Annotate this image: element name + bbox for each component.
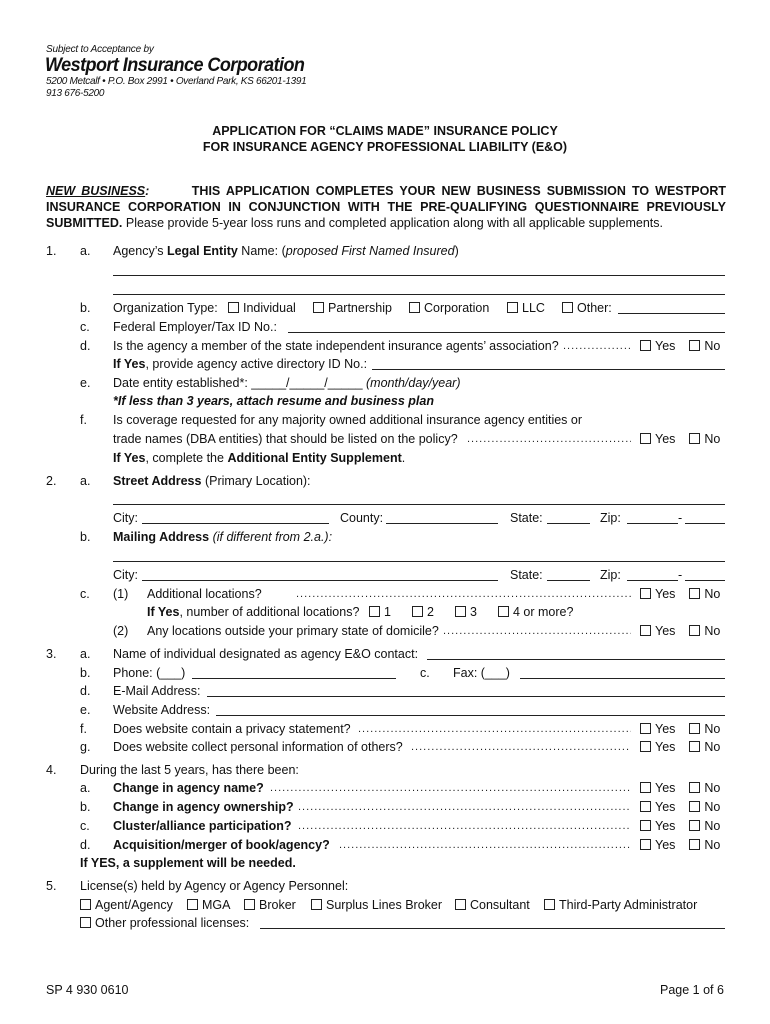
- mailing-zip4-line[interactable]: [685, 580, 725, 581]
- license-third-party-administrator[interactable]: Third-Party Administrator: [544, 898, 697, 912]
- q3g-letter: g.: [80, 740, 91, 754]
- eo-contact-label: Name of individual designated as agency E&O contact:: [113, 647, 419, 661]
- checkbox-icon[interactable]: [313, 302, 324, 313]
- leader-dots: [339, 839, 631, 851]
- checkbox-icon[interactable]: [80, 917, 91, 928]
- q3d-letter: d.: [80, 684, 91, 698]
- email-line[interactable]: [207, 696, 725, 697]
- new-business-heading: NEW BUSINESS: [46, 184, 146, 198]
- change-ownership-question: Change in agency ownership?: [113, 800, 294, 814]
- q2b-letter: b.: [80, 530, 91, 544]
- street-state-line[interactable]: [547, 523, 590, 524]
- yes-checkbox-icon[interactable]: [640, 801, 651, 812]
- yes-checkbox-icon[interactable]: [640, 625, 651, 636]
- checkbox-icon[interactable]: [311, 899, 322, 910]
- intro-text: Please provide 5-year loss runs and completed application along with all applicable supplements.: [122, 216, 663, 230]
- additional-entity-yes-no[interactable]: Yes No: [640, 432, 720, 446]
- change-name-yes-no[interactable]: Yes No: [640, 781, 720, 795]
- phone-line[interactable]: [192, 678, 396, 679]
- additional-locations-yes-no[interactable]: Yes No: [640, 587, 720, 601]
- tax-id-line[interactable]: [288, 332, 725, 333]
- number-locations-label: If Yes, number of additional locations?: [147, 605, 360, 619]
- checkbox-icon[interactable]: [80, 899, 91, 910]
- fax-label: Fax: (___): [453, 666, 510, 680]
- q1a-letter: a.: [80, 244, 91, 258]
- outside-state-question: Any locations outside your primary state of domicile?: [147, 624, 439, 638]
- leader-dots: [270, 782, 631, 794]
- no-checkbox-icon[interactable]: [689, 340, 700, 351]
- q4-intro: During the last 5 years, has there been:: [80, 763, 299, 777]
- yes-checkbox-icon[interactable]: [640, 839, 651, 850]
- intro-bold-text: THIS APPLICATION COMPLETES YOUR NEW BUSINESS SUBMISSION TO WESTPORT INSURANCE CORPORATION IN CONJUNCTION WITH THE PRE-QUALIFYING QUESTIONNAIRE PREVIOUSLY SUBMITTED.: [46, 184, 726, 230]
- locations-option-3[interactable]: 3: [455, 605, 477, 619]
- q1e-letter: e.: [80, 376, 91, 390]
- mailing-city-label: City:: [113, 568, 138, 582]
- street-city-line[interactable]: [142, 523, 329, 524]
- yes-checkbox-icon[interactable]: [640, 340, 651, 351]
- q4c-letter: c.: [80, 819, 90, 833]
- checkbox-icon[interactable]: [562, 302, 573, 313]
- street-state-label: State:: [510, 511, 543, 525]
- q2a-letter: a.: [80, 474, 91, 488]
- form-title-line2: FOR INSURANCE AGENCY PROFESSIONAL LIABILITY (E&O): [202, 140, 568, 154]
- locations-option-1[interactable]: 1: [369, 605, 391, 619]
- q4b-letter: b.: [80, 800, 91, 814]
- cluster-question: Cluster/alliance participation?: [113, 819, 292, 833]
- other-licenses-line[interactable]: [260, 928, 725, 929]
- privacy-statement-question: Does website contain a privacy statement?: [113, 722, 351, 736]
- q3f-letter: f.: [80, 722, 87, 736]
- checkbox-icon[interactable]: [244, 899, 255, 910]
- no-checkbox-icon[interactable]: [689, 820, 700, 831]
- no-checkbox-icon[interactable]: [689, 782, 700, 793]
- q4a-letter: a.: [80, 781, 91, 795]
- q3e-letter: e.: [80, 703, 91, 717]
- q4-number: 4.: [46, 763, 57, 777]
- website-line[interactable]: [216, 715, 725, 716]
- phone-label: Phone: (___): [113, 666, 186, 680]
- mailing-zip-label: Zip:: [600, 568, 621, 582]
- no-checkbox-icon[interactable]: [689, 625, 700, 636]
- q1-number: 1.: [46, 244, 57, 258]
- mailing-state-label: State:: [510, 568, 543, 582]
- street-zip-line[interactable]: [627, 523, 678, 524]
- leader-dots: [411, 741, 631, 753]
- org-type-corporation[interactable]: Corporation: [409, 301, 489, 315]
- page-number: Page 1 of 6: [660, 983, 724, 997]
- org-type-other-line[interactable]: [618, 313, 725, 314]
- no-checkbox-icon[interactable]: [689, 723, 700, 734]
- directory-id-label: If Yes, provide agency active directory ID No.:: [113, 357, 368, 371]
- checkbox-icon[interactable]: [187, 899, 198, 910]
- license-agent-agency[interactable]: Agent/Agency: [80, 898, 173, 912]
- mailing-zip-line[interactable]: [627, 580, 678, 581]
- q1f-letter: f.: [80, 413, 87, 427]
- legal-entity-name-line2[interactable]: [113, 294, 725, 295]
- checkbox-icon[interactable]: [369, 606, 380, 617]
- street-zip4-line[interactable]: [685, 523, 725, 524]
- change-ownership-yes-no[interactable]: Yes No: [640, 800, 720, 814]
- street-zip-dash: -: [678, 511, 683, 525]
- checkbox-icon[interactable]: [544, 899, 555, 910]
- no-checkbox-icon[interactable]: [689, 741, 700, 752]
- leader-dots: [298, 820, 631, 832]
- company-logo: Westport Insurance Corporation: [45, 55, 305, 76]
- fax-line[interactable]: [520, 678, 725, 679]
- additional-entity-question-line2: trade names (DBA entities) that should be listed on the policy?: [113, 432, 458, 446]
- association-yes-no[interactable]: Yes No: [640, 339, 720, 353]
- company-phone: 913 676-5200: [46, 88, 105, 99]
- license-surplus-lines-broker[interactable]: Surplus Lines Broker: [311, 898, 442, 912]
- q1b-letter: b.: [80, 301, 91, 315]
- subject-to-acceptance: Subject to Acceptance by: [46, 44, 154, 55]
- q1a-label: Agency’s Legal Entity Name: (proposed First Named Insured): [113, 244, 459, 258]
- privacy-statement-yes-no[interactable]: Yes No: [640, 722, 720, 736]
- checkbox-icon[interactable]: [228, 302, 239, 313]
- additional-entity-supplement-note: If Yes, complete the Additional Entity Supplement.: [113, 451, 406, 465]
- locations-option-2[interactable]: 2: [412, 605, 434, 619]
- checkbox-icon[interactable]: [409, 302, 420, 313]
- leader-dots: [296, 588, 631, 600]
- licenses-intro: License(s) held by Agency or Agency Personnel:: [80, 879, 349, 893]
- q3b-letter: b.: [80, 666, 91, 680]
- yes-checkbox-icon[interactable]: [640, 782, 651, 793]
- org-type-other[interactable]: Other:: [562, 301, 612, 315]
- form-number: SP 4 930 0610: [46, 983, 129, 997]
- street-zip-label: Zip:: [600, 511, 621, 525]
- leader-dots: [467, 433, 631, 445]
- yes-checkbox-icon[interactable]: [640, 433, 651, 444]
- leader-dots: [298, 801, 631, 813]
- no-checkbox-icon[interactable]: [689, 801, 700, 812]
- org-type-llc[interactable]: LLC: [507, 301, 545, 315]
- company-address: 5200 Metcalf • P.O. Box 2991 • Overland Park, KS 66201-1391: [46, 76, 307, 87]
- street-county-label: County:: [340, 511, 384, 525]
- additional-locations-question: Additional locations?: [147, 587, 262, 601]
- acquisition-question: Acquisition/merger of book/agency?: [113, 838, 330, 852]
- mailing-state-line[interactable]: [547, 580, 590, 581]
- q2c2-number: (2): [113, 624, 129, 638]
- q2c1-number: (1): [113, 587, 129, 601]
- q5-number: 5.: [46, 879, 57, 893]
- acquisition-yes-no[interactable]: Yes No: [640, 838, 720, 852]
- q3a-letter: a.: [80, 647, 91, 661]
- website-label: Website Address:: [113, 703, 211, 717]
- checkbox-icon[interactable]: [412, 606, 423, 617]
- q1d-letter: d.: [80, 339, 91, 353]
- org-type-individual[interactable]: Individual: [228, 301, 296, 315]
- form-title-line1: APPLICATION FOR “CLAIMS MADE” INSURANCE POLICY: [212, 124, 558, 138]
- personal-info-question: Does website collect personal information of others?: [113, 740, 403, 754]
- org-type-partnership[interactable]: Partnership: [313, 301, 392, 315]
- org-type-label: Organization Type:: [113, 301, 218, 315]
- checkbox-icon[interactable]: [507, 302, 518, 313]
- yes-checkbox-icon[interactable]: [640, 820, 651, 831]
- yes-checkbox-icon[interactable]: [640, 741, 651, 752]
- checkbox-icon[interactable]: [498, 606, 509, 617]
- license-other[interactable]: Other professional licenses:: [80, 916, 249, 930]
- outside-state-yes-no[interactable]: Yes No: [640, 624, 720, 638]
- eo-contact-line[interactable]: [427, 659, 725, 660]
- intro-paragraph: NEW BUSINESS: THIS APPLICATION COMPLETES YOUR NEW BUSINESS SUBMISSION TO WESTPORT INSURANCE CORPORATION IN CONJUNCTION WITH THE PRE-QUALIFYING QUESTIONNAIRE PREVIOUSLY SUBMITTED. Please provide 5-year loss runs and completed application along with all applicable supplements.: [46, 184, 726, 230]
- q1c-letter: c.: [80, 320, 90, 334]
- cluster-yes-no[interactable]: Yes No: [640, 819, 720, 833]
- mailing-city-line[interactable]: [142, 580, 498, 581]
- legal-entity-name-line1[interactable]: [113, 275, 725, 276]
- yes-checkbox-icon[interactable]: [640, 723, 651, 734]
- license-mga[interactable]: MGA: [187, 898, 230, 912]
- q3-number: 3.: [46, 647, 57, 661]
- street-county-line[interactable]: [386, 523, 498, 524]
- yes-checkbox-icon[interactable]: [640, 588, 651, 599]
- email-label: E-Mail Address:: [113, 684, 201, 698]
- checkbox-icon[interactable]: [455, 606, 466, 617]
- q2-number: 2.: [46, 474, 57, 488]
- leader-dots: [443, 625, 631, 637]
- change-name-question: Change in agency name?: [113, 781, 264, 795]
- street-city-label: City:: [113, 511, 138, 525]
- leader-dots: [358, 723, 631, 735]
- association-question: Is the agency a member of the state independent insurance agents’ association?: [113, 339, 559, 353]
- leader-dots: [563, 340, 631, 352]
- license-broker[interactable]: Broker: [244, 898, 296, 912]
- date-established-note: *If less than 3 years, attach resume and business plan: [113, 394, 434, 408]
- no-checkbox-icon[interactable]: [689, 588, 700, 599]
- additional-entity-question-line1: Is coverage requested for any majority owned additional insurance agency entities or: [113, 413, 583, 427]
- q4d-letter: d.: [80, 838, 91, 852]
- date-established-label: Date entity established*: _____/_____/_____ (month/day/year): [113, 376, 461, 390]
- mailing-address-line[interactable]: [113, 561, 725, 562]
- license-consultant[interactable]: Consultant: [455, 898, 530, 912]
- street-address-line[interactable]: [113, 504, 725, 505]
- mailing-zip-dash: -: [678, 568, 683, 582]
- no-checkbox-icon[interactable]: [689, 433, 700, 444]
- tax-id-label: Federal Employer/Tax ID No.:: [113, 320, 277, 334]
- locations-option-4-or-more[interactable]: 4 or more?: [498, 605, 573, 619]
- supplement-note: If YES, a supplement will be needed.: [80, 856, 296, 870]
- no-checkbox-icon[interactable]: [689, 839, 700, 850]
- street-address-label: Street Address (Primary Location):: [113, 474, 311, 488]
- directory-id-line[interactable]: [372, 369, 725, 370]
- mailing-address-label: Mailing Address (if different from 2.a.):: [113, 530, 333, 544]
- personal-info-yes-no[interactable]: Yes No: [640, 740, 720, 754]
- q2c-letter: c.: [80, 587, 90, 601]
- q3c-letter: c.: [420, 666, 430, 680]
- checkbox-icon[interactable]: [455, 899, 466, 910]
